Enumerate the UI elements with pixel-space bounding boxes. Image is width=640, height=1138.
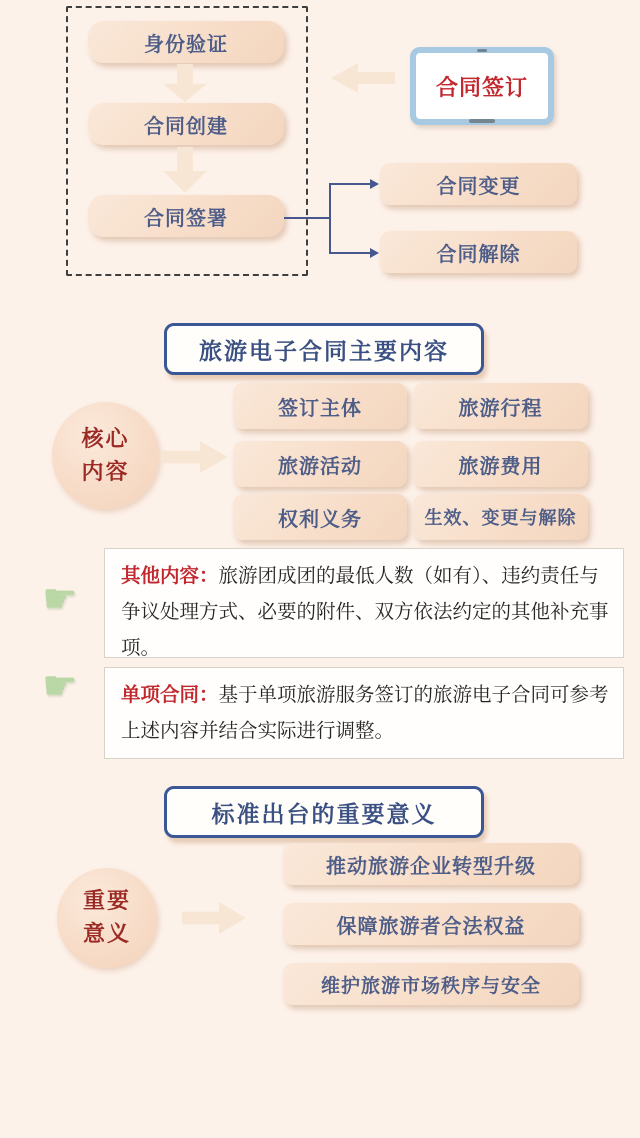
core-item-label: 旅游活动: [278, 453, 362, 478]
core-item-activities: [233, 441, 407, 487]
tablet-home-bar: [469, 119, 495, 123]
flow-step-identity-verification: [88, 21, 284, 63]
tablet-camera-dot: [477, 49, 487, 52]
circle-label-line: 核心: [81, 426, 130, 452]
core-item-fees: [413, 441, 588, 487]
tablet-icon: [410, 47, 554, 125]
connector-line: [284, 217, 330, 219]
flow-branch-contract-change: [380, 163, 577, 205]
circle-label-line: 内容: [81, 459, 130, 485]
connector-line: [329, 183, 371, 185]
core-item-itinerary: [413, 383, 588, 429]
note-heading: 单项合同：: [121, 683, 219, 706]
left-arrow-icon: [331, 63, 395, 93]
core-item-label: 旅游费用: [458, 453, 543, 478]
significance-item-market-order: [283, 963, 579, 1005]
content-section-title: [164, 323, 484, 375]
significance-item-tourist-rights: [283, 903, 579, 945]
note-body: 旅游团成团的最低人数（如有）、违约责任与争议处理方式、必要的附件、双方依法约定的其他补充事项。: [121, 564, 609, 659]
core-item-rights-obligations: [233, 494, 407, 540]
core-item-signing-parties: [233, 383, 407, 429]
flow-step-label: 身份验证: [144, 31, 228, 56]
pointing-hand-icon: ☛: [42, 663, 78, 709]
circle-label-line: 重要: [82, 889, 131, 914]
note-heading: 其他内容：: [121, 564, 219, 587]
core-item-label: 签订主体: [278, 395, 362, 420]
flow-step-label: 合同创建: [144, 113, 228, 138]
pointing-hand-icon: ☛: [42, 576, 78, 622]
core-item-label: 生效、变更与解除: [424, 508, 577, 529]
core-item-label: 旅游行程: [458, 395, 543, 420]
significance-item-label: 保障旅游者合法权益: [336, 913, 526, 938]
right-arrow-icon: [182, 902, 246, 934]
right-arrow-icon: [161, 441, 228, 473]
significance-section-title: [164, 786, 484, 838]
other-content-note: [104, 548, 624, 658]
significance-item-label: 推动旅游企业转型升级: [326, 853, 536, 878]
core-item-effect-change-termination: [413, 494, 588, 540]
section-title-text: 标准出台的重要意义: [211, 801, 437, 828]
connector-line: [329, 252, 371, 254]
arrowhead-icon: [370, 248, 379, 258]
connector-line: [329, 184, 331, 254]
flow-branch-contract-termination: [380, 231, 577, 273]
note-body: 基于单项旅游服务签订的旅游电子合同可参考上述内容并结合实际进行调整。: [121, 683, 609, 742]
core-item-label: 权利义务: [278, 506, 362, 531]
flow-step-contract-signing: [88, 195, 284, 237]
flow-branch-label: 合同变更: [436, 173, 521, 198]
significance-circle: [57, 868, 157, 968]
flow-step-label: 合同签署: [144, 205, 228, 230]
flow-branch-label: 合同解除: [436, 241, 521, 266]
significance-item-enterprise-upgrade: [283, 843, 579, 885]
core-content-circle: [52, 402, 159, 509]
section-title-text: 旅游电子合同主要内容: [199, 338, 449, 365]
flow-step-contract-creation: [88, 103, 284, 145]
device-label: 合同签订: [435, 75, 528, 101]
significance-item-label: 维护旅游市场秩序与安全: [320, 974, 541, 997]
single-item-contract-note: [104, 667, 624, 759]
circle-label-line: 意义: [82, 922, 131, 947]
arrowhead-icon: [370, 179, 379, 189]
